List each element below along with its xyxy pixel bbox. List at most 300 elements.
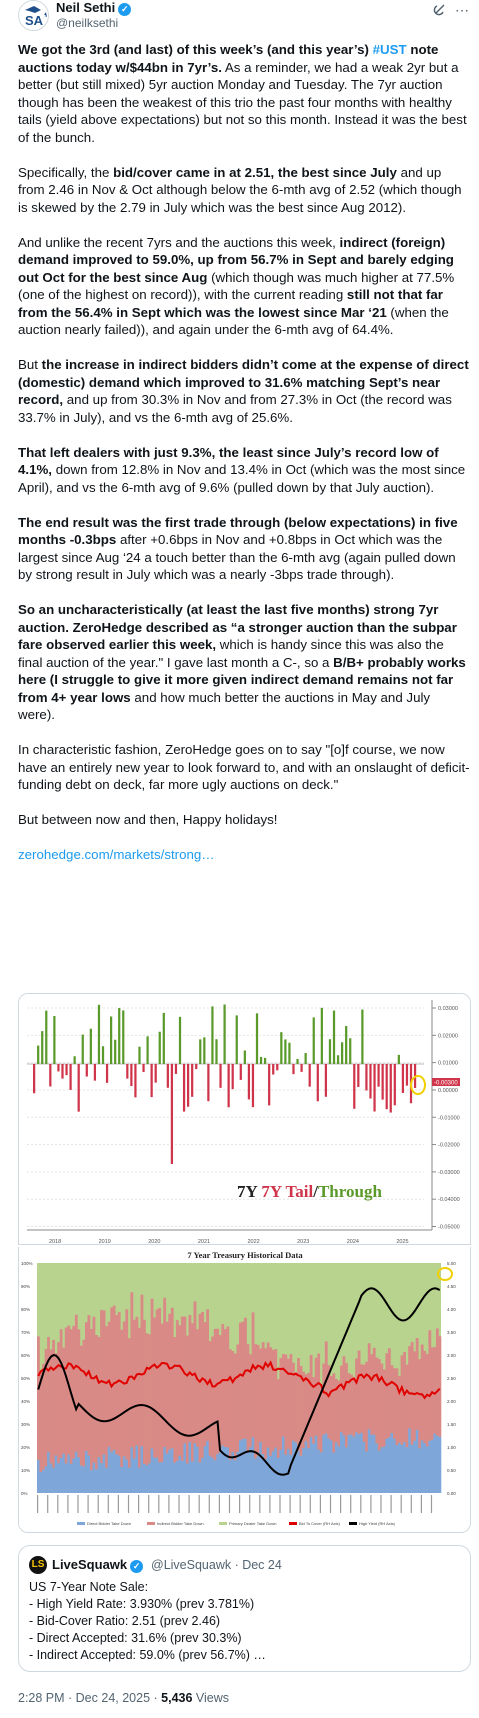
bar (276, 1064, 278, 1070)
direct-bar (337, 1446, 340, 1493)
direct-bar (388, 1437, 391, 1493)
legend-label: Primary Dealer Take Down (229, 1521, 277, 1526)
indirect-bar (277, 1379, 280, 1458)
bar (122, 1010, 124, 1064)
direct-bar (401, 1445, 404, 1493)
timestamp[interactable]: 2:28 PM · Dec 24, 2025 · (18, 1691, 162, 1705)
quote-line: - Indirect Accepted: 59.0% (prev 56.7%) … (29, 1648, 266, 1662)
direct-bar (249, 1447, 252, 1493)
bar (252, 1064, 254, 1107)
bold-text: That left dealers with just 9.3%, the least since July’s record low of 4.1%, (18, 444, 439, 477)
x-year-label: 2020 (148, 1239, 161, 1245)
direct-bar (348, 1435, 351, 1493)
text-segment: down from 12.8% in Nov and 13.4% in Oct (which was the most since April), and vs the 6-mth avg of 9.6% (pulled down by that July auction). (18, 462, 466, 495)
indirect-bar (247, 1344, 250, 1452)
x-tick-label (380, 1495, 381, 1513)
indirect-bar (257, 1345, 260, 1456)
direct-bar (60, 1458, 63, 1493)
direct-bar (315, 1436, 318, 1493)
bar (317, 1064, 319, 1101)
indirect-bar (279, 1358, 282, 1450)
author-name-text: Neil Sethi (56, 0, 116, 15)
bar (215, 1039, 217, 1064)
direct-bar (403, 1442, 406, 1493)
direct-bar (292, 1441, 295, 1493)
paragraph-7 (18, 601, 470, 724)
x-tick-label (178, 1495, 179, 1513)
text-segment: Specifically, the (18, 164, 114, 180)
direct-bar (327, 1439, 330, 1493)
indirect-bar (282, 1354, 285, 1436)
tweet-text (18, 41, 470, 881)
indirect-bar (166, 1322, 169, 1454)
direct-bar (70, 1464, 73, 1493)
direct-bar (355, 1432, 358, 1493)
direct-bar (408, 1428, 411, 1493)
x-tick-label (391, 1495, 392, 1513)
direct-bar (297, 1451, 300, 1493)
indirect-bar (82, 1340, 85, 1467)
indirect-bar (393, 1368, 396, 1438)
indirect-bar (436, 1328, 439, 1435)
x-year-label: 2025 (396, 1239, 409, 1245)
direct-bar (421, 1441, 424, 1493)
article-link[interactable]: zerohedge.com/markets/strong… (18, 847, 215, 862)
bar (61, 1064, 63, 1079)
hashtag-link[interactable]: #UST (372, 42, 407, 57)
x-tick-label (300, 1495, 301, 1513)
direct-bar (183, 1444, 186, 1493)
indirect-bar (95, 1335, 98, 1469)
x-tick-label (229, 1495, 230, 1513)
indirect-bar (100, 1310, 103, 1463)
indirect-bar (209, 1341, 212, 1455)
tweet-header (0, 0, 479, 34)
direct-bar (158, 1462, 161, 1493)
bar (106, 1064, 108, 1083)
sethi-logo-icon (19, 1, 49, 31)
text-segment: which is handy since this was also the final auction of the year." I gave last month a C-, so a (18, 637, 444, 670)
x-year-label: 2024 (346, 1239, 359, 1245)
avatar[interactable] (18, 0, 49, 31)
bar (146, 1036, 148, 1064)
indirect-bar (156, 1309, 159, 1457)
x-tick-label (158, 1495, 159, 1513)
bar (183, 1064, 185, 1112)
x-tick-label (189, 1495, 190, 1513)
direct-bar (161, 1462, 164, 1493)
direct-bar (105, 1468, 108, 1493)
paragraph-5 (18, 444, 470, 497)
bar (402, 1064, 404, 1093)
direct-bar (55, 1455, 58, 1493)
direct-bar (242, 1439, 245, 1493)
bar (240, 1064, 242, 1080)
indirect-bar (297, 1358, 300, 1451)
verified-badge-icon: ✓ (118, 3, 131, 16)
indirect-bar (138, 1328, 141, 1468)
paragraph-6 (18, 514, 470, 584)
bar (191, 1064, 193, 1097)
x-year-label: 2018 (49, 1239, 62, 1245)
direct-bar (282, 1437, 285, 1493)
indirect-bar (201, 1312, 204, 1458)
direct-bar (368, 1429, 371, 1493)
current-value-label: -0.00300 (434, 1080, 458, 1087)
bar (244, 1051, 246, 1064)
bar (49, 1064, 51, 1086)
tail-through-chart (19, 994, 471, 1245)
indirect-bar (196, 1329, 199, 1446)
direct-bar (57, 1463, 60, 1493)
indirect-bar (254, 1344, 257, 1458)
x-tick-label (148, 1495, 149, 1513)
direct-bar (343, 1435, 346, 1493)
text-segment: But (18, 357, 42, 372)
indirect-bar (345, 1363, 348, 1447)
x-tick-label (249, 1495, 250, 1513)
direct-bar (80, 1465, 83, 1493)
indirect-bar (226, 1326, 229, 1447)
indirect-bar (113, 1306, 116, 1450)
x-tick-label (67, 1495, 68, 1513)
direct-bar (186, 1463, 189, 1493)
y-tick-label: 0.02000 (438, 1033, 458, 1040)
bold-text: note auctions today w/$44bn in 7yr’s. (18, 42, 439, 75)
indirect-bar (290, 1354, 293, 1455)
direct-bar (156, 1458, 159, 1493)
bar (94, 1064, 96, 1081)
indirect-bar (183, 1317, 186, 1444)
paragraph-2 (18, 164, 470, 217)
direct-bar (166, 1454, 169, 1493)
direct-bar (350, 1434, 353, 1493)
direct-bar (153, 1458, 156, 1493)
indirect-bar (385, 1353, 388, 1438)
paragraph-1 (18, 41, 470, 146)
text-segment: But between now and then, Happy holidays! (18, 812, 278, 827)
bar (207, 1064, 209, 1101)
indirect-bar (42, 1364, 45, 1470)
indirect-bar (186, 1336, 189, 1464)
indirect-bar (118, 1312, 121, 1456)
direct-bar (391, 1433, 394, 1493)
verified-badge-icon: ✓ (130, 1560, 143, 1573)
direct-bar (257, 1456, 260, 1493)
indirect-bar (115, 1315, 118, 1454)
indirect-bar (90, 1329, 93, 1470)
chart2-title: 7 Year Treasury Historical Data (187, 1250, 303, 1260)
direct-bar (418, 1448, 421, 1493)
chart1-title-through: Through (317, 1182, 382, 1201)
indirect-bar (330, 1376, 333, 1440)
bar (365, 1064, 367, 1090)
bold-text: We got the 3rd (and last) of this week’s (and this year’s) (18, 42, 373, 57)
direct-bar (65, 1463, 68, 1493)
bar (382, 1064, 384, 1100)
direct-bar (320, 1452, 323, 1493)
direct-bar (226, 1447, 229, 1493)
bold-text: the increase in indirect bidders didn’t come at the expense of direct (domestic) demand which improved to 31.6% matching Sept’s near record, (18, 357, 469, 407)
indirect-bar (267, 1343, 270, 1448)
y-left-label: 60% (21, 1353, 31, 1358)
direct-bar (252, 1437, 255, 1493)
legend-label: Direct Bidder Take Down (87, 1521, 131, 1526)
historical-data-chart (19, 1247, 471, 1533)
bar (114, 1040, 116, 1064)
direct-bar (428, 1441, 431, 1493)
direct-bar (363, 1442, 366, 1493)
author-handle[interactable]: @neilksethi (56, 16, 119, 30)
indirect-bar (75, 1315, 78, 1452)
quote-author-name[interactable] (52, 1557, 143, 1573)
author-name[interactable] (56, 0, 131, 16)
bar (309, 1064, 311, 1087)
quote-avatar[interactable]: LS (29, 1556, 47, 1574)
indirect-bar (388, 1348, 391, 1437)
bar (292, 1064, 294, 1074)
direct-bar (277, 1458, 280, 1493)
x-tick-label (199, 1495, 200, 1513)
direct-bar (75, 1452, 78, 1493)
paragraph-9 (18, 811, 470, 829)
indirect-bar (408, 1346, 411, 1428)
direct-bar (236, 1452, 239, 1493)
direct-bar (312, 1444, 315, 1493)
direct-bar (173, 1463, 176, 1493)
direct-bar (98, 1457, 101, 1493)
x-tick-label (37, 1495, 38, 1513)
bar (90, 1029, 92, 1064)
indirect-bar (77, 1329, 80, 1457)
indirect-bar (65, 1328, 68, 1464)
direct-bar (50, 1463, 53, 1493)
direct-bar (123, 1456, 126, 1493)
direct-bar (191, 1461, 194, 1493)
bar (394, 1064, 396, 1105)
bar (260, 1057, 262, 1064)
direct-bar (143, 1464, 146, 1493)
bar (353, 1064, 355, 1109)
y-tick-label: -0.03000 (438, 1169, 460, 1176)
more-icon[interactable]: ⋯ (455, 2, 469, 18)
x-tick-label (269, 1495, 270, 1513)
direct-bar (244, 1438, 247, 1493)
bold-text: indirect (foreign) demand improved to 59.0%, up from 56.7% in Sept and barely edging out Oct for the best since Aug (18, 234, 454, 285)
indirect-bar (224, 1329, 227, 1447)
direct-bar (120, 1467, 123, 1493)
indirect-bar (158, 1308, 161, 1462)
quote-author-name-text: LiveSquawk (52, 1557, 128, 1572)
indirect-bar (236, 1344, 239, 1451)
bar (74, 1056, 76, 1064)
x-year-label: 2023 (297, 1239, 310, 1245)
bar (296, 1059, 298, 1064)
direct-bar (82, 1466, 85, 1493)
direct-bar (396, 1445, 399, 1493)
text-segment: (when the auction nearly failed)), and again under the 6-mth avg of 64.4%. (18, 304, 449, 337)
indirect-bar (373, 1348, 376, 1435)
legend-swatch (219, 1522, 227, 1525)
direct-bar (178, 1456, 181, 1493)
indirect-bar (206, 1309, 209, 1441)
direct-bar (229, 1460, 232, 1493)
indirect-bar (350, 1375, 353, 1435)
x-tick-label (88, 1495, 89, 1513)
bar (325, 1064, 327, 1097)
direct-bar (322, 1435, 325, 1493)
bar (211, 1006, 213, 1064)
indirect-bar (353, 1378, 356, 1437)
svg-text:SA: SA (25, 13, 44, 28)
bar (228, 1064, 230, 1107)
y-left-label: 80% (21, 1307, 31, 1312)
bar (300, 1064, 302, 1072)
direct-bar (148, 1463, 151, 1493)
direct-bar (135, 1445, 138, 1493)
x-tick-label (421, 1495, 422, 1513)
views-label: Views (192, 1691, 230, 1705)
direct-bar (163, 1447, 166, 1493)
y-right-label: 1.00 (447, 1445, 456, 1450)
indirect-bar (259, 1348, 262, 1442)
direct-bar (247, 1452, 250, 1493)
paragraph-8 (18, 741, 470, 794)
bar (110, 1016, 112, 1064)
paragraph-4 (18, 356, 470, 426)
direct-bar (201, 1458, 204, 1493)
chart1-title-num: 7Y (237, 1182, 262, 1201)
text-segment: In characteristic fashion, ZeroHedge goes on to say "[o]f course, we now have an entirely new year to look forward to, and with an onslaught of deficit-funding debt on deck, far more ugly auctions on deck." (18, 742, 470, 792)
text-segment: and how much better the auctions in May and July were). (18, 689, 431, 722)
indirect-bar (239, 1323, 242, 1441)
bar (151, 1064, 153, 1097)
direct-bar (332, 1453, 335, 1493)
indirect-bar (146, 1333, 149, 1465)
x-year-label: 2021 (197, 1239, 211, 1245)
bar (53, 1016, 55, 1064)
grok-icon[interactable] (432, 2, 448, 18)
historical-data-chart-image[interactable] (18, 1247, 471, 1533)
indirect-bar (214, 1329, 217, 1460)
indirect-bar (322, 1364, 325, 1435)
direct-bar (40, 1472, 43, 1493)
direct-bar (239, 1440, 242, 1493)
direct-bar (214, 1460, 217, 1493)
y-left-label: 0% (21, 1491, 28, 1496)
direct-bar (113, 1450, 116, 1493)
direct-bar (416, 1430, 419, 1493)
legend-swatch (349, 1522, 357, 1525)
bar (329, 1039, 331, 1064)
indirect-bar (358, 1351, 361, 1435)
direct-bar (310, 1437, 313, 1493)
direct-bar (206, 1441, 209, 1493)
bar (288, 1043, 290, 1064)
y-tick-label: -0.04000 (438, 1197, 460, 1204)
y-right-label: 2.50 (447, 1376, 456, 1381)
direct-bar (204, 1446, 207, 1493)
bar (57, 1064, 59, 1071)
direct-bar (383, 1446, 386, 1493)
direct-bar (67, 1455, 70, 1493)
direct-bar (128, 1467, 131, 1493)
bar (163, 1013, 165, 1064)
direct-bar (406, 1447, 409, 1493)
direct-bar (189, 1442, 192, 1493)
y-left-label: 40% (21, 1399, 31, 1404)
tail-through-chart-image[interactable] (18, 993, 471, 1245)
text-segment: and up from 2.46 in Nov & Oct although below the 6-mth avg of 2.52 (which though is skewed by the 2.79 in July which was the best since Aug 2012). (18, 164, 462, 215)
indirect-bar (325, 1341, 328, 1433)
direct-bar (219, 1452, 222, 1493)
indirect-bar (355, 1358, 358, 1432)
paragraph-3 (18, 234, 470, 339)
bar (167, 1064, 169, 1088)
bar (37, 1046, 39, 1064)
x-year-label: 2019 (98, 1239, 111, 1245)
direct-bar (380, 1447, 383, 1493)
quoted-tweet[interactable] (18, 1545, 471, 1672)
indirect-bar (398, 1376, 401, 1443)
indirect-bar (93, 1317, 96, 1463)
text-segment: As a reminder, we had a weak 2yr but a better (but still mixed) 5yr auction Monday and Tuesday. The 7yr auction though has been the weakest of this trio the past four months with healthy tails (yield above expectations) but not so this month. Instead it was the best of the bunch. (18, 59, 467, 145)
bold-text: bid/cover came in at 2.51, the best since July (113, 164, 397, 180)
y-right-label: 3.50 (447, 1330, 456, 1335)
indirect-bar (133, 1320, 136, 1459)
x-tick-label (77, 1495, 78, 1513)
y-left-label: 50% (21, 1376, 31, 1381)
y-left-label: 10% (21, 1468, 31, 1473)
direct-bar (146, 1465, 149, 1493)
indirect-bar (340, 1366, 343, 1432)
x-tick-label (57, 1495, 58, 1513)
bar (284, 1039, 286, 1064)
bar (305, 1053, 307, 1064)
direct-bar (411, 1445, 414, 1493)
indirect-bar (310, 1355, 313, 1437)
direct-bar (103, 1455, 106, 1493)
bar (398, 1055, 400, 1064)
direct-bar (176, 1461, 179, 1493)
chart1-title (237, 1182, 382, 1201)
direct-bar (234, 1460, 237, 1493)
direct-bar (375, 1443, 378, 1493)
direct-bar (340, 1432, 343, 1493)
bold-text: The end result was the first trade through (below expectations) in five months -0.3bps (18, 514, 458, 547)
direct-bar (100, 1463, 103, 1493)
bar (313, 1017, 315, 1064)
y-right-label: 0.00 (447, 1491, 456, 1496)
direct-bar (216, 1454, 219, 1493)
direct-bar (110, 1452, 113, 1493)
direct-bar (436, 1436, 439, 1493)
x-tick-label (431, 1495, 432, 1513)
bar (386, 1064, 388, 1109)
indirect-bar (391, 1365, 394, 1433)
x-year-label: 2022 (247, 1239, 260, 1245)
view-count: 5,436 (161, 1691, 193, 1705)
indirect-bar (191, 1323, 194, 1461)
indirect-bar (130, 1292, 133, 1447)
x-tick-label (350, 1495, 351, 1513)
direct-bar (90, 1470, 93, 1493)
indirect-bar (52, 1340, 55, 1468)
bar (280, 1032, 282, 1064)
direct-bar (141, 1446, 144, 1493)
direct-bar (431, 1440, 434, 1493)
direct-bar (358, 1434, 361, 1493)
